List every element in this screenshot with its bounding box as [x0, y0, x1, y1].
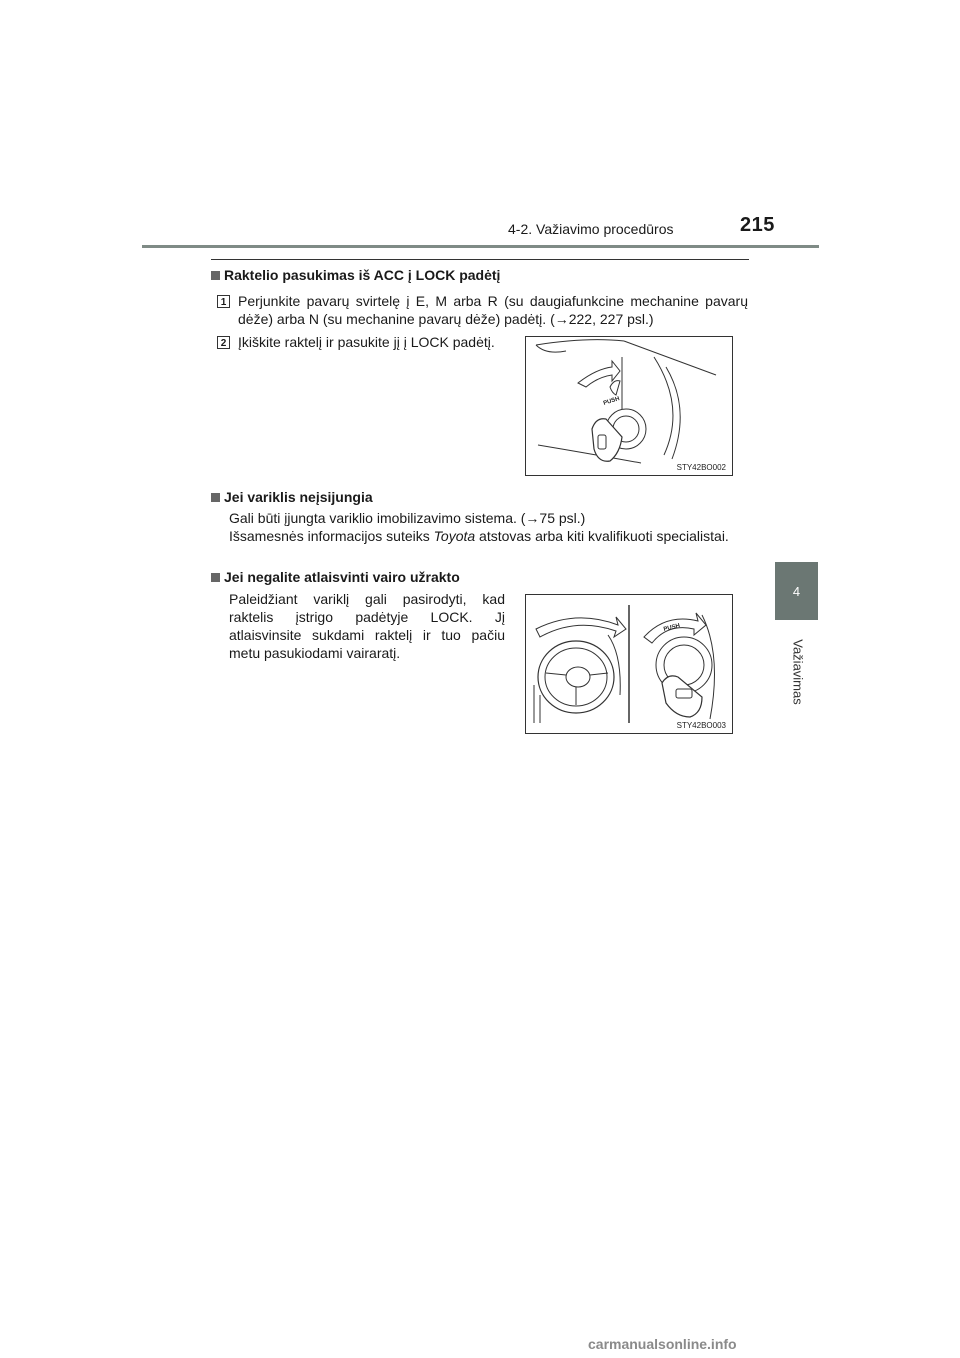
chapter-tab-label: Važiavimas [790, 639, 806, 705]
footer-watermark: carmanualsonline.info [588, 1336, 737, 1352]
steering-lock-text: Paleidžiant variklį gali pasirodyti, kad raktelis įstrigo padėtyje LOCK. Jį atlaisvinsite sukdami raktelį ir tuo pačiu metu pasukiodami vairaratį. [229, 591, 505, 661]
square-bullet-icon [211, 271, 220, 280]
section-heading-key-lock: Raktelio pasukimas iš ACC į LOCK padėtį [211, 267, 500, 283]
dealer-note: Išsamesnės informacijos suteiks Toyota atstovas arba kiti kvalifikuoti specialistai. [229, 528, 729, 544]
section-title: 4-2. Važiavimo procedūros [508, 221, 674, 237]
square-bullet-icon [211, 573, 220, 582]
chapter-tab-number: 4 [792, 584, 801, 599]
step-text-1: Perjunkite pavarų svirtelę į E, M arba R (su daugiafunkcine mechanine pavarų dėže) arba N (su mechanine pavarų dėže) padėtį. (→222, 227 psl.) [238, 293, 748, 327]
brand-name: Toyota [433, 528, 476, 544]
step-number-1: 1 [217, 295, 230, 308]
immobilizer-note: Gali būti įjungta variklio imobilizavimo sistema. (→75 psl.) [229, 510, 586, 526]
content-divider [211, 259, 749, 260]
figure-code: STY42BO002 [676, 463, 726, 472]
push-label: PUSH [663, 623, 681, 633]
square-bullet-icon [211, 493, 220, 502]
figure-steering-lock [525, 594, 733, 734]
step-number-2: 2 [217, 336, 230, 349]
steering-wheel-illustration [526, 595, 732, 733]
section-heading-engine-not-start: Jei variklis neįsijungia [211, 489, 373, 505]
step-text-2: Įkiškite raktelį ir pasukite jį į LOCK padėtį. [238, 334, 495, 350]
page-number: 215 [740, 214, 775, 236]
header-divider [142, 245, 819, 248]
figure-code: STY42BO003 [676, 721, 726, 730]
section-heading-steering-lock: Jei negalite atlaisvinti vairo užrakto [211, 569, 460, 585]
push-label: PUSH [602, 396, 621, 407]
chapter-tab[interactable] [775, 562, 818, 620]
figure-key-to-lock [525, 336, 733, 476]
key-ignition-illustration [526, 337, 732, 475]
